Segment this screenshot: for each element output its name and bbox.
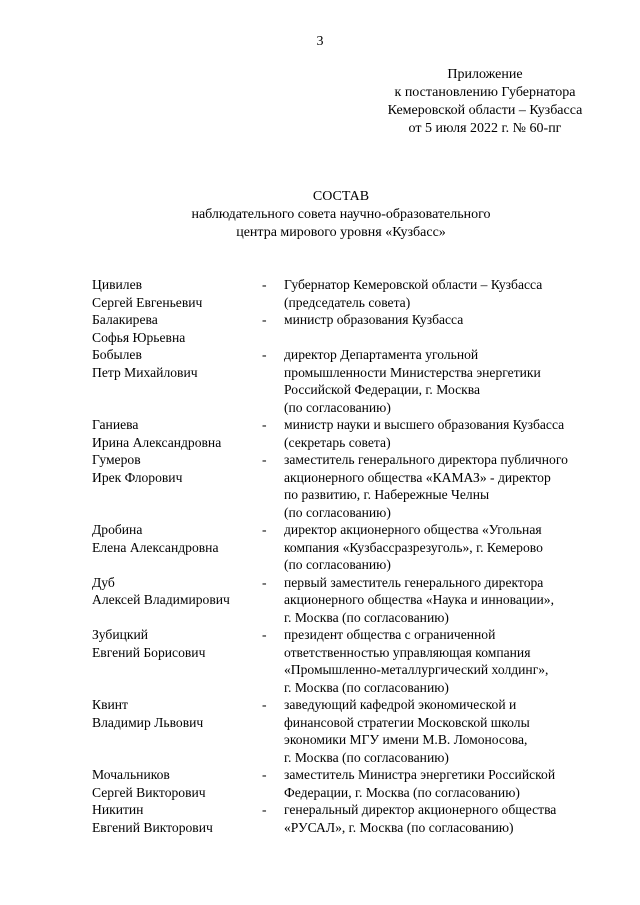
member-name: [92, 311, 262, 346]
appendix-line: к постановлению Губернатора: [394, 85, 576, 100]
member-surname: Квинт: [92, 697, 128, 712]
member-role-line: (по согласованию): [284, 557, 391, 572]
member-given: Софья Юрьевна: [92, 329, 186, 345]
member-role: [284, 311, 622, 346]
member-role-line: (председатель совета): [284, 294, 411, 310]
member-role: [284, 766, 622, 801]
member-role-line: президент общества с ограниченной: [284, 627, 496, 642]
member-surname: Дробина: [92, 522, 143, 537]
member-role-line: первый заместитель генерального директора: [284, 574, 544, 590]
member-name: [92, 766, 262, 801]
member-dash: -: [262, 697, 267, 712]
member-role-line: директор Департамента угольной: [284, 347, 479, 362]
member-role-line: промышленности Министерства энергетики: [284, 364, 541, 380]
member-dash: -: [262, 312, 267, 327]
title-line: центра мирового уровня «Кузбасс»: [236, 225, 446, 240]
member-name: [92, 346, 262, 416]
member-entry: [92, 416, 622, 451]
member-dash: -: [262, 802, 267, 817]
member-name: [92, 574, 262, 627]
member-name: [92, 801, 262, 836]
member-role-line: Губернатор Кемеровской области – Кузбасса: [284, 277, 543, 292]
member-name: [92, 451, 262, 521]
member-role: [284, 696, 622, 766]
member-role-line: министр образования Кузбасса: [284, 312, 464, 327]
member-dash: -: [262, 574, 267, 590]
member-role-line: акционерного общества «КАМАЗ» - директор: [284, 469, 551, 485]
member-role-line: финансовой стратегии Московской школы: [284, 714, 530, 730]
member-surname: Мочальников: [92, 767, 170, 782]
member-dash: -: [262, 347, 267, 362]
member-role-line: «Промышленно-металлургический холдинг»,: [284, 662, 549, 677]
member-entry: [92, 696, 622, 766]
member-surname: Зубицкий: [92, 627, 149, 642]
member-role: [284, 416, 622, 451]
members-list: [92, 276, 622, 836]
member-role-line: заведующий кафедрой экономической и: [284, 697, 517, 712]
member-role: [284, 276, 622, 311]
member-given: Елена Александровна: [92, 539, 219, 555]
member-role-line: заместитель Министра энергетики Российской: [284, 767, 556, 782]
member-role-line: генеральный директор акционерного общества: [284, 802, 557, 817]
member-surname: Ганиева: [92, 417, 139, 432]
member-role-line: Федерации, г. Москва (по согласованию): [284, 784, 520, 800]
member-role-line: Российской Федерации, г. Москва: [284, 382, 481, 397]
member-name: [92, 276, 262, 311]
member-entry: [92, 626, 622, 696]
member-dash: -: [262, 767, 267, 782]
member-entry: [92, 574, 622, 627]
member-entry: [92, 311, 622, 346]
member-role-line: (секретарь совета): [284, 434, 391, 450]
title-heading: СОСТАВ: [312, 189, 370, 204]
member-surname: Балакирева: [92, 312, 158, 327]
member-role-line: акционерного общества «Наука и инновации»,: [284, 592, 554, 607]
member-role-line: компания «Кузбассразрезуголь», г. Кемерово: [284, 539, 543, 555]
member-role: [284, 521, 622, 574]
member-name: [92, 521, 262, 574]
member-entry: [92, 276, 622, 311]
member-given: Петр Михайлович: [92, 364, 198, 380]
member-surname: Бобылев: [92, 347, 142, 362]
member-given: Евгений Борисович: [92, 644, 206, 660]
member-role-line: г. Москва (по согласованию): [284, 749, 449, 765]
member-role-line: г. Москва (по согласованию): [284, 679, 449, 695]
member-dash: -: [262, 452, 267, 467]
member-entry: [92, 521, 622, 574]
member-given: Ирина Александровна: [92, 434, 222, 450]
member-name: [92, 416, 262, 451]
appendix-line: Кемеровской области – Кузбасса: [387, 103, 583, 118]
appendix-line: от 5 июля 2022 г. № 60-пг: [408, 121, 562, 136]
member-name: [92, 626, 262, 696]
title-line: наблюдательного совета научно-образовательного: [191, 207, 491, 222]
member-role-line: по развитию, г. Набережные Челны: [284, 487, 490, 502]
appendix-line: Приложение: [447, 67, 523, 82]
member-given: Сергей Викторович: [92, 784, 206, 800]
member-surname: Гумеров: [92, 452, 141, 467]
member-entry: [92, 451, 622, 521]
member-role-line: (по согласованию): [284, 504, 391, 520]
document-title: [100, 188, 582, 242]
member-name: [92, 696, 262, 766]
member-role: [284, 574, 622, 627]
member-role: [284, 626, 622, 696]
member-role-line: (по согласованию): [284, 399, 391, 415]
member-given: Ирек Флорович: [92, 469, 183, 485]
member-role-line: директор акционерного общества «Угольная: [284, 522, 542, 537]
member-surname: Цивилев: [92, 277, 143, 292]
member-role-line: «РУСАЛ», г. Москва (по согласованию): [284, 819, 514, 835]
member-role: [284, 801, 622, 836]
member-entry: [92, 766, 622, 801]
member-surname: Дуб: [92, 574, 115, 590]
member-role-line: министр науки и высшего образования Кузбасса: [284, 417, 565, 432]
member-given: Алексей Владимирович: [92, 592, 230, 607]
member-given: Владимир Львович: [92, 714, 204, 730]
member-role: [284, 451, 622, 521]
member-role-line: г. Москва (по согласованию): [284, 609, 449, 625]
member-dash: -: [262, 417, 267, 432]
member-dash: -: [262, 277, 267, 292]
member-role: [284, 346, 622, 416]
member-role-line: экономики МГУ имени М.В. Ломоносова,: [284, 732, 528, 747]
appendix-block: [350, 66, 620, 138]
member-role-line: заместитель генерального директора публичного: [284, 452, 568, 467]
member-entry: [92, 801, 622, 836]
page-number: 3: [316, 34, 324, 49]
member-role-line: ответственностью управляющая компания: [284, 644, 531, 660]
member-dash: -: [262, 522, 267, 537]
member-given: Сергей Евгеньевич: [92, 294, 203, 310]
member-entry: [92, 346, 622, 416]
member-dash: -: [262, 627, 267, 642]
member-given: Евгений Викторович: [92, 819, 213, 835]
member-surname: Никитин: [92, 802, 144, 817]
